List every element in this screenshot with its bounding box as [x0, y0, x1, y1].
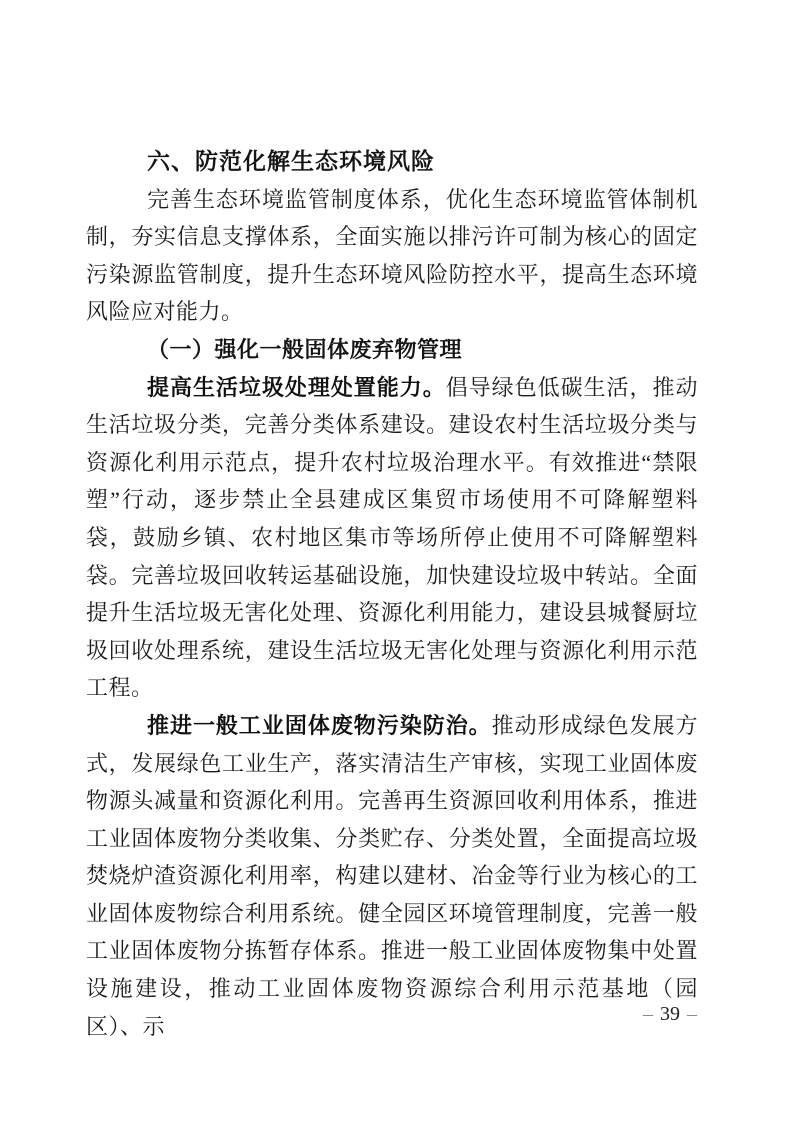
page-number-dash-left: –	[643, 1003, 653, 1025]
paragraph-waste-treatment	[86, 369, 698, 707]
paragraph-industrial-solid-waste	[86, 707, 698, 1045]
page-number-dash-right: –	[687, 1003, 697, 1025]
paragraph-text: 倡导绿色低碳生活，推动生活垃圾分类，完善分类体系建设。建设农村生活垃圾分类与资源化利用示范点，提升农村垃圾治理水平。有效推进“禁限塑”行动，逐步禁止全县建成区集贸市场使用不可降解塑料袋，鼓励乡镇、农村地区集市等场所停止使用不可降解塑料袋。完善垃圾回收转运基础设施，加快建设垃圾中转站。全面提升生活垃圾无害化处理、资源化利用能力，建设县城餐厨垃圾回收处理系统，建设生活垃圾无害化处理与资源化利用示范工程。	[86, 374, 698, 701]
paragraph-lead: 推进一般工业固体废物污染防治。	[147, 712, 492, 738]
page-number-value: 39	[660, 1003, 680, 1025]
paragraph-text: 推动形成绿色发展方式，发展绿色工业生产，落实清洁生产审核，实现工业固体废物源头减量和资源化利用。完善再生资源回收利用体系，推进工业固体废物分类收集、分类贮存、分类处置，全面提高垃圾焚烧炉渣资源化利用率，构建以建材、冶金等行业为核心的工业固体废物综合利用系统。健全园区环境管理制度，完善一般工业固体废物分拣暂存体系。推进一般工业固体废物集中处置设施建设，推动工业固体废物资源综合利用示范基地（园区）、示	[86, 712, 698, 1039]
subsection-heading: （一）强化一般固体废弃物管理	[147, 336, 463, 362]
page-number	[636, 1002, 704, 1026]
intro-paragraph: 完善生态环境监管制度体系，优化生态环境监管体制机制，夯实信息支撑体系，全面实施以排污许可制为核心的固定污染源监管制度，提升生态环境风险防控水平，提高生态环境风险应对能力。	[86, 186, 698, 325]
paragraph-lead: 提高生活垃圾处理处置能力。	[147, 374, 446, 400]
document-body	[86, 143, 698, 1045]
section-heading: 六、防范化解生态环境风险	[147, 148, 435, 174]
